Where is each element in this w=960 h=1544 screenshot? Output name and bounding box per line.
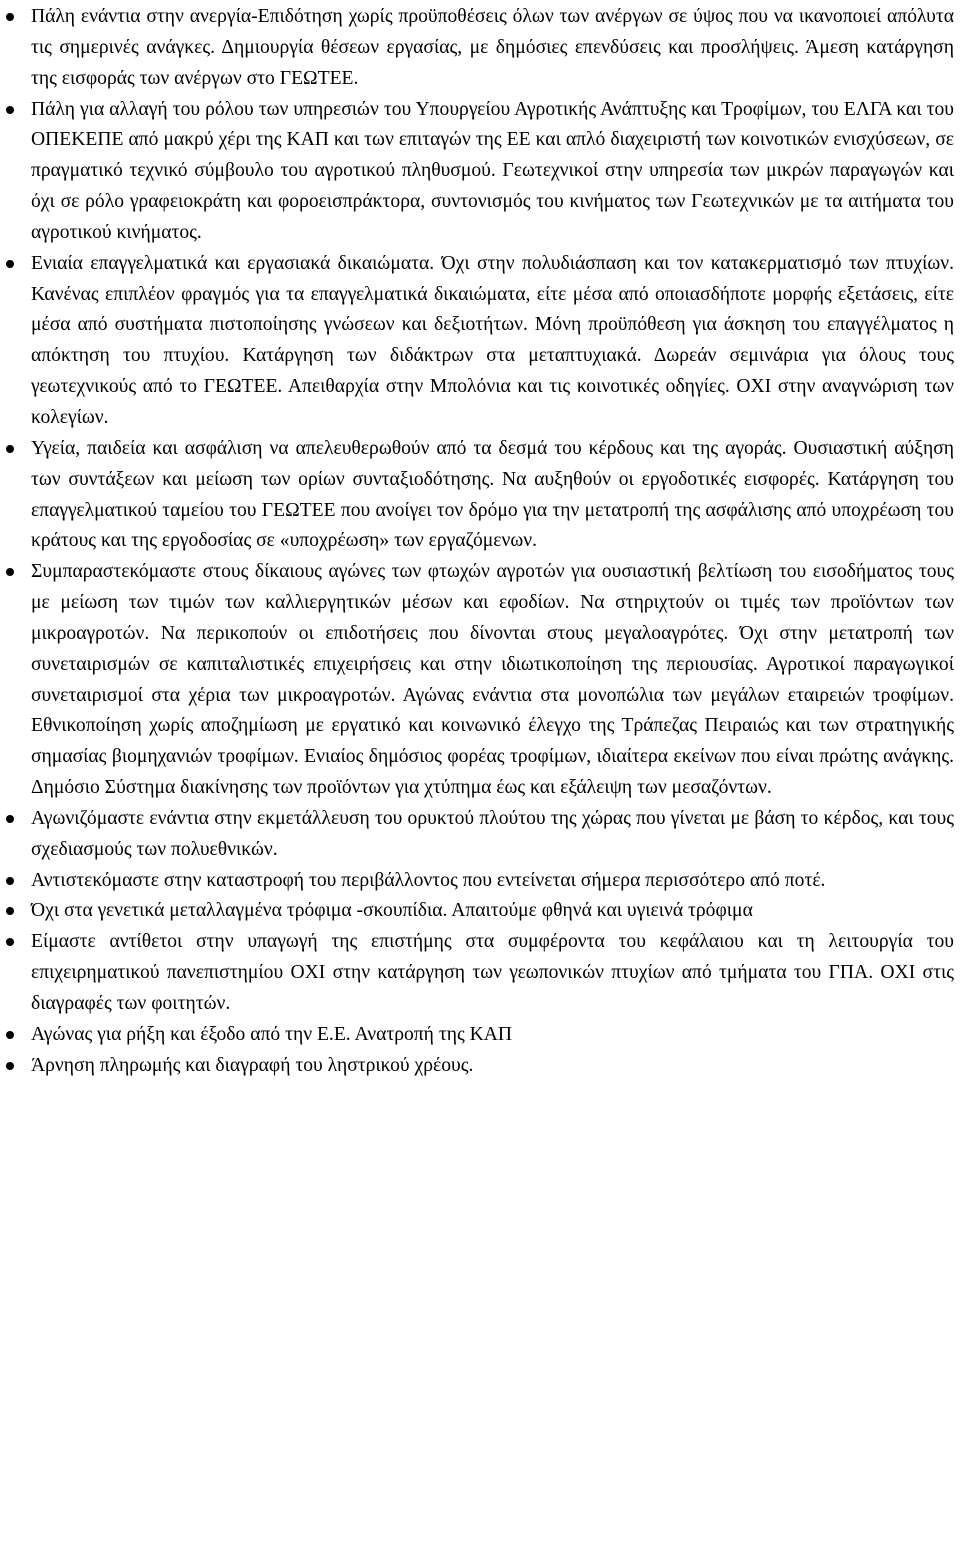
list-item-text: Αγωνιζόμαστε ενάντια στην εκμετάλλευση του ορυκτού πλούτου της χώρας που γίνεται με βάση το κέρδος, και τους σχεδιασμούς των πολυεθνικών.	[31, 807, 954, 860]
list-item-text: Πάλη για αλλαγή του ρόλου των υπηρεσιών του Υπουργείου Αγροτικής Ανάπτυξης και Τροφίμων, του ΕΛΓΑ και του ΟΠΕΚΕΠΕ από μακρύ χέρι της ΚΑΠ και των επιταγών της ΕΕ και απλό διαχειριστή των κοινοτικών ενισχύσεων, σε πραγματικό τεχνικό σύμβουλο του αγροτικού πληθυσμού. Γεωτεχνικοί στην υπηρεσία των μικρών παραγωγών και όχι σε ρόλο γραφειοκράτη και φοροεισπράκτορα, συντονισμός του κινήματος των Γεωτεχνικών με τα αιτήματα του αγροτικού κινήματος.	[31, 98, 954, 243]
list-item	[6, 434, 954, 557]
list-item	[6, 249, 954, 434]
list-item-text: Συμπαραστεκόμαστε στους δίκαιους αγώνες των φτωχών αγροτών για ουσιαστική βελτίωση του εισοδήματος τους με μείωση των τιμών των καλλιεργητικών μέσων και εφοδίων. Να στηριχτούν οι τιμές των προϊόντων των μικροαγροτών. Να περικοπούν οι επιδοτήσεις που δίνονται στους μεγαλοαγρότες. Όχι στην μετατροπή των συνεταιρισμών σε καπιταλιστικές επιχειρήσεις και στην ιδιωτικοποίηση της περιουσίας. Αγροτικοί παραγωγικοί συνεταιρισμοί στα χέρια των μικροαγροτών. Αγώνας ενάντια στα μονοπώλια των μεγάλων εταιρειών τροφίμων. Εθνικοποίηση χωρίς αποζημίωση με εργατικό και κοινωνικό έλεγχο της Τράπεζας Πειραιώς και των στρατηγικής σημασίας βιομηχανιών τροφίμων. Ενιαίος δημόσιος φορέας τροφίμων, ιδιαίτερα εκείνων που είναι πρώτης ανάγκης. Δημόσιο Σύστημα διακίνησης των προϊόντων για χτύπημα έως και εξάλειψη των μεσαζόντων.	[31, 561, 954, 799]
demands-bullet-list	[6, 2, 954, 1082]
list-item-text: Αγώνας για ρήξη και έξοδο από την Ε.Ε. Ανατροπή της ΚΑΠ	[31, 1023, 513, 1045]
list-item-text: Όχι στα γενετικά μεταλλαγμένα τρόφιμα -σκουπίδια. Απαιτούμε φθηνά και υγιεινά τρόφιμα	[31, 900, 753, 922]
list-item	[6, 866, 954, 897]
list-item	[6, 95, 954, 249]
list-item-text: Αντιστεκόμαστε στην καταστροφή του περιβάλλοντος που εντείνεται σήμερα περισσότερο από ποτέ.	[31, 869, 826, 891]
list-item	[6, 1051, 954, 1082]
list-item	[6, 2, 954, 95]
list-item-text: Πάλη ενάντια στην ανεργία-Επιδότηση χωρίς προϋποθέσεις όλων των ανέργων σε ύψος που να ικανοποιεί απόλυτα τις σημερινές ανάγκες. Δημιουργία θέσεων εργασίας, με δημόσιες επενδύσεις και προσλήψεις. Άμεση κατάργηση της εισφοράς των ανέργων στο ΓΕΩΤΕΕ.	[31, 6, 954, 89]
list-item	[6, 804, 954, 866]
list-item	[6, 557, 954, 804]
list-item	[6, 927, 954, 1020]
list-item-text: Υγεία, παιδεία και ασφάλιση να απελευθερωθούν από τα δεσμά του κέρδους και της αγοράς. Ουσιαστική αύξηση των συντάξεων και μείωση των ορίων συνταξιοδότησης. Να αυξηθούν οι εργοδοτικές εισφορές. Κατάργηση του επαγγελματικού ταμείου του ΓΕΩΤΕΕ που ανοίγει τον δρόμο για την μετατροπή της ασφάλισης από υποχρέωση του κράτους και της εργοδοσίας σε «υποχρέωση» των εργαζόμενων.	[31, 437, 954, 552]
list-item	[6, 896, 954, 927]
list-item	[6, 1020, 954, 1051]
list-item-text: Είμαστε αντίθετοι στην υπαγωγή της επιστήμης στα συμφέροντα του κεφάλαιου και τη λειτουργία του επιχειρηματικού πανεπιστημίου ΟΧΙ στην κατάργηση των γεωπονικών πτυχίων από τμήματα του ΓΠΑ. ΟΧΙ στις διαγραφές των φοιτητών.	[31, 931, 954, 1014]
list-item-text: Ενιαία επαγγελματικά και εργασιακά δικαιώματα. Όχι στην πολυδιάσπαση και τον κατακερματισμό των πτυχίων. Κανένας επιπλέον φραγμός για τα επαγγελματικά δικαιώματα, είτε μέσα από οποιασδήποτε μορφής εξετάσεις, είτε μέσα από συστήματα πιστοποίησης γνώσεων και δεξιοτήτων. Μόνη προϋπόθεση για άσκηση του επαγγέλματος η απόκτηση του πτυχίου. Κατάργηση των διδάκτρων στα μεταπτυχιακά. Δωρεάν σεμινάρια για όλους τους γεωτεχνικούς από το ΓΕΩΤΕΕ. Απειθαρχία στην Μπολόνια και τις κοινοτικές οδηγίες. ΟΧΙ στην αναγνώριση των κολεγίων.	[31, 252, 954, 428]
list-item-text: Άρνηση πληρωμής και διαγραφή του ληστρικού χρέους.	[31, 1054, 474, 1076]
